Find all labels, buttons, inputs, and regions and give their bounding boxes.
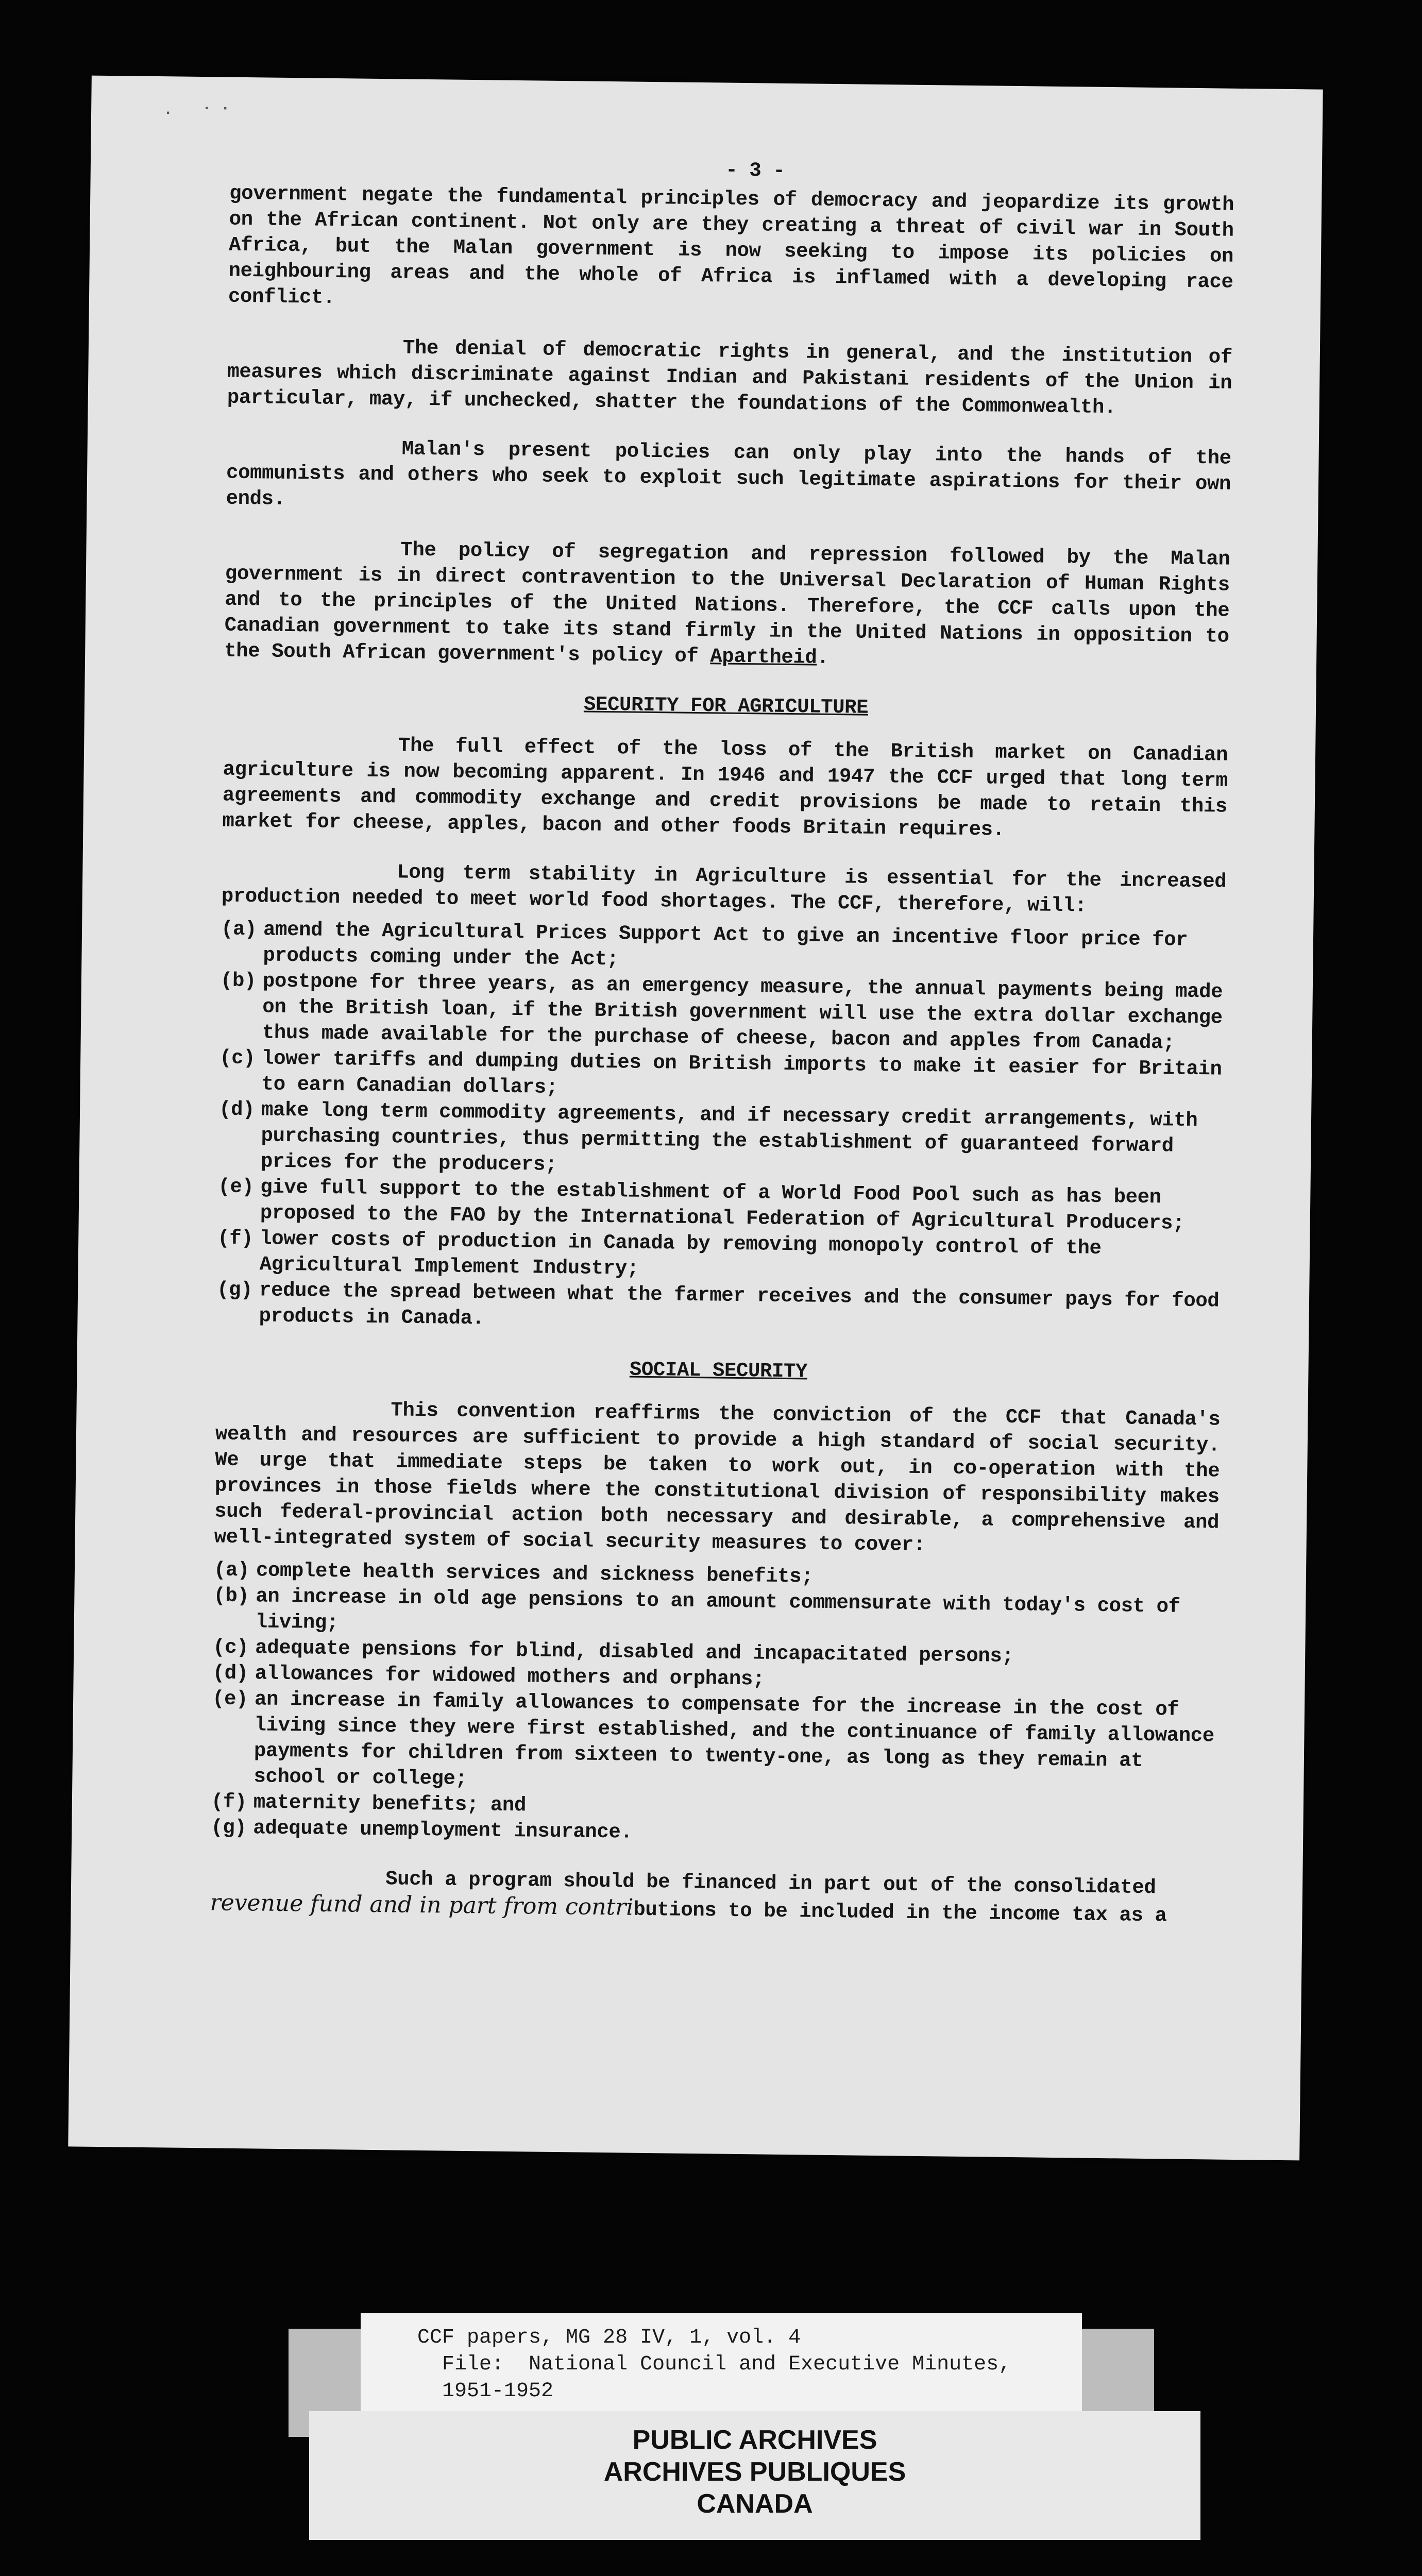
list-item-text: postpone for three years, as an emergency measure, the annual payments being made on the British loan, if the British government will use the extra dollar exchange thus made available for the purchase of cheese, bacon and apples from Canada; xyxy=(262,970,1223,1055)
paragraph: government negate the fundamental principles of democracy and jeopardize its growth on the African continent. Not only are they creating a threat of civil war in South Africa, but the Malan government is now seeking to impose its policies on neighbouring areas and the whole of Africa is inflamed with a developing race conflict. xyxy=(228,182,1234,309)
list-item xyxy=(220,968,1226,1057)
list-item-label: (a) xyxy=(221,918,257,941)
list-item-text: complete health services and sickness benefits; xyxy=(256,1559,814,1588)
list-item-label: (f) xyxy=(211,1790,247,1814)
list-item-text: adequate unemployment insurance. xyxy=(253,1817,633,1844)
list-item-text: make long term commodity agreements, and if necessary credit arrangements, with purchasing countries, thus permitting the establishment of guaranteed forward prices for the producers; xyxy=(260,1098,1198,1176)
list-item-text: amend the Agricultural Prices Support Act to give an incentive floor price for products coming under the Act; xyxy=(263,918,1188,971)
agriculture-list xyxy=(216,917,1226,1340)
social-security-list xyxy=(211,1557,1218,1852)
page-number: - 3 - xyxy=(725,159,785,182)
paragraph: Long term stability in Agriculture is essential for the increased production needed to meet world food shortages. The CCF, therefore, will: xyxy=(221,861,1227,918)
paragraph: This convention reaffirms the conviction of the CCF that Canada's wealth and resources are sufficient to provide a high standard of social security. We urge that immediate steps be taken to work out, in co-operation with the provinces in those fields where the constitutional division of responsibility makes such federal-provincial action both necessary and desirable, a comprehensive and well-integrated system of social security measures to cover: xyxy=(214,1399,1221,1557)
list-item-label: (c) xyxy=(219,1046,256,1070)
list-item-label: (d) xyxy=(212,1662,248,1685)
paragraph: Such a program should be financed in part out of the consolidated xyxy=(385,1868,1156,1900)
list-item xyxy=(211,1686,1217,1800)
list-item-text: an increase in family allowances to compensate for the increase in the cost of living since they were first established, and the continuance of family allowance payments for children from sixteen to twenty-one, as long as they remain at school or college; xyxy=(253,1688,1215,1791)
archive-reference-label xyxy=(361,2313,1082,2421)
list-item-label: (b) xyxy=(220,969,257,993)
stamp-line: CANADA xyxy=(697,2489,813,2519)
list-item-label: (g) xyxy=(211,1816,247,1840)
list-item-text: lower costs of production in Canada by removing monopoly control of the Agricultural Implement Industry; xyxy=(259,1227,1102,1280)
list-item-text: an increase in old age pensions to an amount commensurate with today's cost of living; xyxy=(255,1585,1180,1635)
paragraph-text: butions to be included in the income tax as a xyxy=(633,1898,1167,1927)
paragraph: Malan's present policies can only play into the hands of the communists and others who seek to exploit such legitimate aspirations for their own ends. xyxy=(226,437,1231,511)
archive-stamp-text xyxy=(309,2424,1200,2520)
label-tab xyxy=(1072,2329,1154,2421)
section-heading: SECURITY FOR AGRICULTURE xyxy=(583,693,869,719)
list-item-label: (g) xyxy=(216,1278,253,1302)
list-item-text: maternity benefits; and xyxy=(253,1791,527,1817)
list-item-label: (a) xyxy=(213,1558,250,1582)
archive-stamp-label xyxy=(309,2411,1200,2540)
paragraph: The full effect of the loss of the British market on Canadian agriculture is now becoming apparent. In 1946 and 1947 the CCF urged that long term agreements and commodity exchange and credit provisions be made to retain this market for cheese, apples, bacon and other foods Britain requires. xyxy=(222,734,1228,841)
list-item-text: adequate pensions for blind, disabled and incapacitated persons; xyxy=(255,1636,1014,1668)
underlined-term: Apartheid xyxy=(710,645,817,669)
page-speck: · xyxy=(163,105,173,123)
list-item-label: (f) xyxy=(217,1227,253,1250)
list-item-text: reduce the spread between what the farmer receives and the consumer pays for food products in Canada. xyxy=(259,1279,1220,1330)
paragraph-end: . xyxy=(817,646,829,669)
reference-line: CCF papers, MG 28 IV, 1, vol. 4 xyxy=(417,2326,801,2349)
list-item-text: lower tariffs and dumping duties on British imports to make it easier for Britain to earn Canadian dollars; xyxy=(261,1047,1222,1099)
list-item-label: (d) xyxy=(218,1098,255,1122)
section-heading: SOCIAL SECURITY xyxy=(629,1358,808,1383)
paragraph xyxy=(224,535,1230,675)
list-item-label: (b) xyxy=(213,1584,249,1608)
archive-reference-text xyxy=(417,2325,1011,2405)
list-item-label: (e) xyxy=(218,1175,254,1199)
list-item xyxy=(218,1097,1224,1185)
page-content xyxy=(210,152,1234,1929)
reference-line: File: National Council and Executive Minutes, xyxy=(417,2353,1011,2376)
reference-line: 1951-1952 xyxy=(417,2380,554,2403)
list-item xyxy=(216,1277,1222,1340)
list-item-text: give full support to the establishment of a World Food Pool such as has been proposed to the FAO by the International Federation of Agricultural Producers; xyxy=(260,1176,1185,1235)
list-item-label: (e) xyxy=(212,1687,248,1711)
list-item-text: allowances for widowed mothers and orphans; xyxy=(255,1662,765,1691)
document-page xyxy=(68,76,1323,2161)
handwritten-annotation: revenue fund and in part from contri xyxy=(210,1889,634,1921)
stamp-line: PUBLIC ARCHIVES xyxy=(632,2425,877,2455)
stamp-line: ARCHIVES PUBLIQUES xyxy=(603,2457,906,2487)
paragraph: The denial of democratic rights in general, and the institution of measures which discriminate against Indian and Pakistani residents of the Union in particular, may, if unchecked, shatter the foundations of the Commonwealth. xyxy=(227,336,1233,419)
paragraph-text: The policy of segregation and repression followed by the Malan government is in direct contravention to the Universal Declaration of Human Rights and to the principles of the United Nations. Therefore, the CCF calls upon the Canadian government to take its stand firmly in the United Nations in opposition to the South African government's policy of xyxy=(224,538,1230,668)
page-speck: · · xyxy=(201,100,230,118)
list-item-label: (c) xyxy=(213,1636,249,1659)
